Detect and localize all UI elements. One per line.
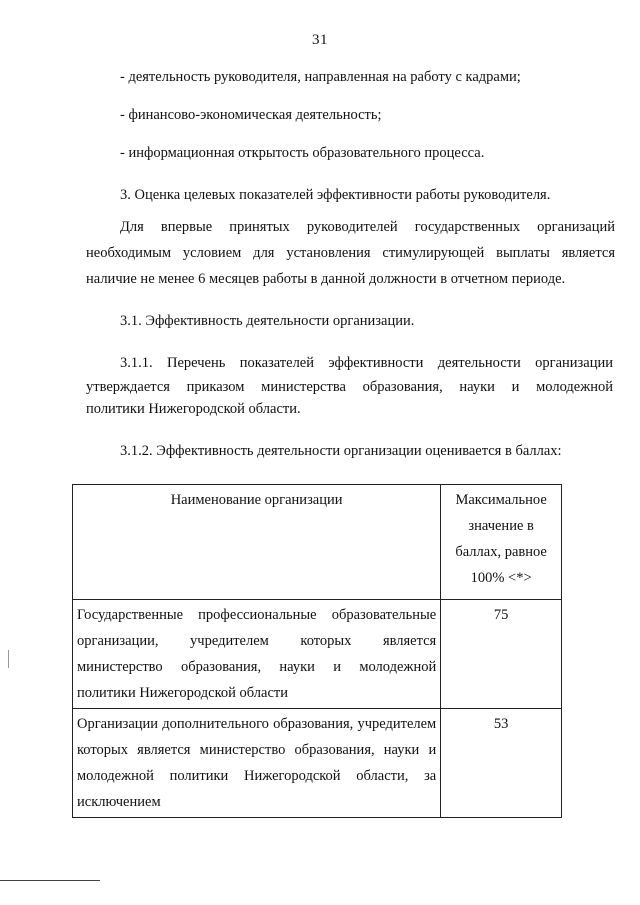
page-number: 31	[312, 32, 328, 48]
max-score-cell: 75	[441, 600, 562, 709]
bullet-item: - финансово-экономическая деятельность;	[120, 107, 382, 123]
paragraph-line: 3.1.1. Перечень показателей эффективности деятельности организации	[120, 355, 613, 371]
table-header-row	[73, 485, 562, 600]
table-row	[73, 600, 562, 709]
organization-name-cell: Организации дополнительного образования, учредителем которых является министерство образования, науки и молодежной политики Нижегородской области, за исключением	[73, 709, 441, 818]
organization-name-cell: Государственные профессиональные образовательные организации, учредителем которых является министерство образования, науки и молодежной политики Нижегородской области	[73, 600, 441, 709]
table-row	[73, 709, 562, 818]
paragraph-line: Для впервые принятых руководителей государственных организаций	[120, 219, 615, 235]
scan-artifact	[8, 650, 9, 668]
bullet-item: - информационная открытость образовательного процесса.	[120, 145, 485, 161]
paragraph-line: утверждается приказом министерства образования, науки и молодежной	[86, 379, 613, 395]
indicators-table	[72, 484, 562, 818]
paragraph-line: политики Нижегородской области.	[86, 401, 301, 417]
paragraph-line: 3.1.2. Эффективность деятельности организации оценивается в баллах:	[120, 443, 562, 459]
bullet-item: - деятельность руководителя, направленная на работу с кадрами;	[120, 69, 521, 85]
max-score-cell: 53	[441, 709, 562, 818]
section-heading: 3. Оценка целевых показателей эффективности работы руководителя.	[120, 187, 551, 203]
column-header-value: Максимальное значение в баллах, равное 100% <*>	[441, 485, 562, 600]
section-heading: 3.1. Эффективность деятельности организации.	[120, 313, 415, 329]
paragraph-line: необходимым условием для установления стимулирующей выплаты является	[86, 245, 615, 261]
column-header-name: Наименование организации	[73, 485, 441, 600]
paragraph-line: наличие не менее 6 месяцев работы в данной должности в отчетном периоде.	[86, 271, 566, 287]
footnote-separator	[0, 880, 100, 881]
